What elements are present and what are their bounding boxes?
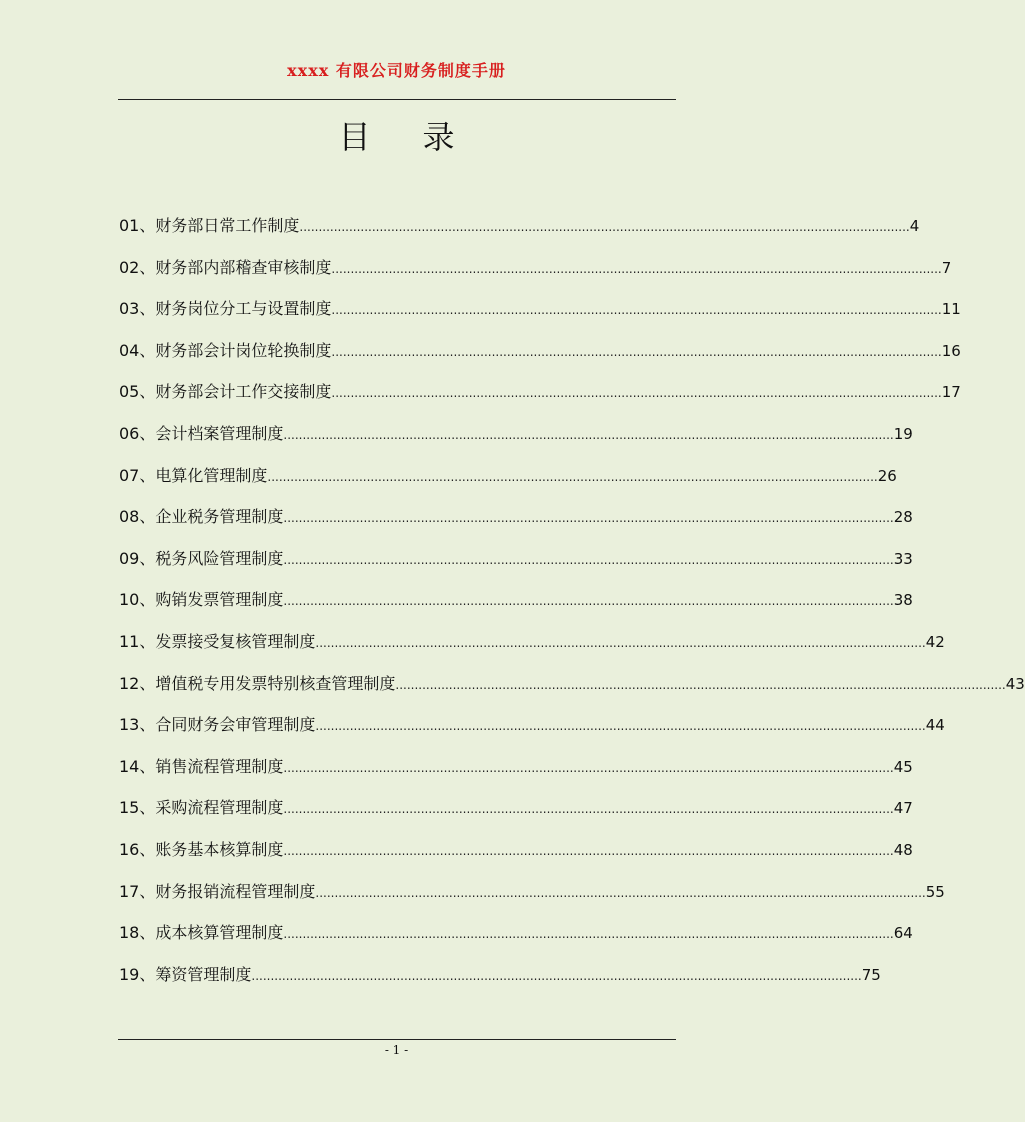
toc-entry[interactable] bbox=[119, 955, 881, 995]
toc-dot-leader: ................................................................................................................................................................ bbox=[315, 636, 926, 650]
toc-entry-label: 财务部内部稽查审核制度 bbox=[155, 257, 332, 277]
toc-entry-number: 18、 bbox=[119, 923, 156, 943]
toc-entry[interactable] bbox=[119, 872, 945, 912]
toc-entry-label: 财务报销流程管理制度 bbox=[155, 881, 316, 901]
toc-entry-number: 06、 bbox=[119, 424, 156, 443]
toc-entry[interactable] bbox=[119, 456, 897, 496]
toc-heading-char-1: 目 bbox=[338, 118, 371, 156]
toc-entry-number: 10、 bbox=[119, 590, 156, 610]
toc-entry-label: 会计档案管理制度 bbox=[155, 424, 284, 443]
toc-entry-label: 企业税务管理制度 bbox=[155, 507, 284, 527]
toc-entry-number: 03、 bbox=[119, 299, 156, 319]
toc-entry[interactable] bbox=[119, 830, 913, 870]
toc-entry-page: 38 bbox=[893, 591, 913, 610]
toc-dot-leader: ................................................................................................................................................................ bbox=[315, 719, 926, 734]
toc-entry-number: 02、 bbox=[119, 257, 156, 277]
toc-entry-page: 75 bbox=[861, 965, 881, 984]
toc-entry-number: 19、 bbox=[119, 964, 156, 984]
toc-entry-number: 08、 bbox=[119, 507, 156, 527]
toc-entry-label: 发票接受复核管理制度 bbox=[155, 632, 316, 651]
toc-entry-number: 12、 bbox=[119, 673, 156, 693]
toc-entry-label: 账务基本核算制度 bbox=[155, 840, 284, 859]
toc-entry[interactable] bbox=[119, 622, 945, 662]
toc-entry[interactable] bbox=[119, 705, 945, 745]
toc-entry-label: 销售流程管理制度 bbox=[155, 756, 284, 776]
toc-entry-page: 19 bbox=[893, 425, 913, 443]
toc-dot-leader: ................................................................................................................................................................ bbox=[331, 261, 942, 276]
toc-entry-page: 33 bbox=[893, 549, 913, 568]
toc-entry-page: 26 bbox=[877, 466, 897, 485]
toc-entry-number: 13、 bbox=[119, 715, 156, 735]
toc-entry-page: 64 bbox=[893, 924, 913, 943]
footer-rule bbox=[118, 1039, 676, 1040]
toc-entry-page: 47 bbox=[893, 799, 913, 818]
toc-entry-label: 税务风险管理制度 bbox=[155, 548, 284, 568]
toc-dot-leader: ................................................................................................................................................................ bbox=[395, 677, 1006, 692]
toc-entry-page: 48 bbox=[893, 841, 913, 859]
toc-entry-page: 16 bbox=[941, 341, 961, 360]
toc-entry[interactable] bbox=[119, 497, 913, 537]
toc-entry-label: 增值税专用发票特别核查管理制度 bbox=[155, 673, 396, 693]
toc-entry[interactable] bbox=[119, 913, 913, 953]
toc-entry-number: 17、 bbox=[119, 881, 156, 901]
toc-entry-label: 财务部会计岗位轮换制度 bbox=[155, 340, 332, 360]
toc-dot-leader: ................................................................................................................................................................ bbox=[283, 511, 894, 526]
toc-dot-leader: ................................................................................................................................................................ bbox=[315, 885, 926, 900]
toc-entry-number: 04、 bbox=[119, 340, 156, 360]
toc-entry[interactable] bbox=[119, 539, 913, 579]
toc-entry[interactable] bbox=[119, 664, 1025, 704]
toc-entry-number: 09、 bbox=[119, 548, 156, 568]
toc-dot-leader: ................................................................................................................................................................ bbox=[267, 469, 878, 484]
toc-dot-leader: ................................................................................................................................................................ bbox=[283, 428, 894, 442]
toc-dot-leader: ................................................................................................................................................................ bbox=[283, 552, 894, 567]
toc-entry[interactable] bbox=[119, 248, 952, 288]
toc-entry-label: 财务部日常工作制度 bbox=[155, 216, 300, 235]
toc-entry-page: 7 bbox=[941, 258, 952, 277]
toc-entry-page: 11 bbox=[941, 300, 961, 319]
document-header-title: xxxx 有限公司财务制度手册 bbox=[287, 61, 506, 80]
toc-entry-label: 采购流程管理制度 bbox=[155, 798, 284, 818]
toc-dot-leader: ................................................................................................................................................................ bbox=[331, 344, 942, 359]
toc-dot-leader: ................................................................................................................................................................ bbox=[331, 386, 942, 401]
toc-entry-page: 28 bbox=[893, 508, 913, 527]
toc-entry-number: 16、 bbox=[119, 840, 156, 859]
toc-entry[interactable] bbox=[119, 372, 961, 412]
footer-page-number: - 1 - bbox=[384, 1043, 409, 1057]
toc-entry-label: 购销发票管理制度 bbox=[155, 590, 284, 610]
toc-dot-leader: ................................................................................................................................................................ bbox=[283, 927, 894, 942]
toc-heading-char-2: 录 bbox=[422, 118, 455, 156]
toc-entry-number: 14、 bbox=[119, 756, 156, 776]
toc-entry-page: 42 bbox=[925, 633, 945, 651]
toc-entry[interactable] bbox=[119, 331, 961, 371]
toc-entry-label: 成本核算管理制度 bbox=[155, 923, 284, 943]
toc-entry[interactable] bbox=[119, 788, 913, 828]
toc-dot-leader: ................................................................................................................................................................ bbox=[331, 303, 942, 318]
toc-dot-leader: ................................................................................................................................................................ bbox=[283, 802, 894, 817]
toc-entry-page: 55 bbox=[925, 882, 945, 901]
toc-entry-label: 财务部会计工作交接制度 bbox=[155, 382, 332, 402]
toc-entry-number: 05、 bbox=[119, 382, 156, 402]
toc-entry-number: 07、 bbox=[119, 465, 156, 485]
toc-entry-number: 15、 bbox=[119, 798, 156, 818]
toc-entry-label: 筹资管理制度 bbox=[155, 964, 252, 984]
toc-entry-label: 电算化管理制度 bbox=[155, 465, 268, 485]
toc-entry-page: 44 bbox=[925, 716, 945, 735]
toc-entry-number: 11、 bbox=[119, 632, 156, 651]
toc-entry-page: 45 bbox=[893, 757, 913, 776]
toc-entry[interactable] bbox=[119, 580, 913, 620]
toc-entry-label: 财务岗位分工与设置制度 bbox=[155, 299, 332, 319]
toc-entry-label: 合同财务会审管理制度 bbox=[155, 715, 316, 735]
toc-entry-page: 43 bbox=[1005, 674, 1025, 693]
toc-entry[interactable] bbox=[119, 414, 913, 454]
toc-dot-leader: ................................................................................................................................................................ bbox=[299, 220, 910, 234]
header-rule bbox=[118, 99, 676, 100]
toc-dot-leader: ................................................................................................................................................................ bbox=[283, 844, 894, 858]
toc-dot-leader: ................................................................................................................................................................ bbox=[283, 594, 894, 609]
toc-entry-page: 17 bbox=[941, 383, 961, 402]
toc-entry[interactable] bbox=[119, 747, 913, 787]
toc-entry[interactable] bbox=[119, 206, 920, 246]
toc-entry-number: 01、 bbox=[119, 216, 156, 235]
toc-entry[interactable] bbox=[119, 289, 961, 329]
toc-heading bbox=[0, 112, 793, 158]
toc-entry-page: 4 bbox=[909, 217, 920, 235]
toc-dot-leader: ................................................................................................................................................................ bbox=[283, 760, 894, 775]
toc-dot-leader: ................................................................................................................................................................ bbox=[251, 968, 862, 983]
